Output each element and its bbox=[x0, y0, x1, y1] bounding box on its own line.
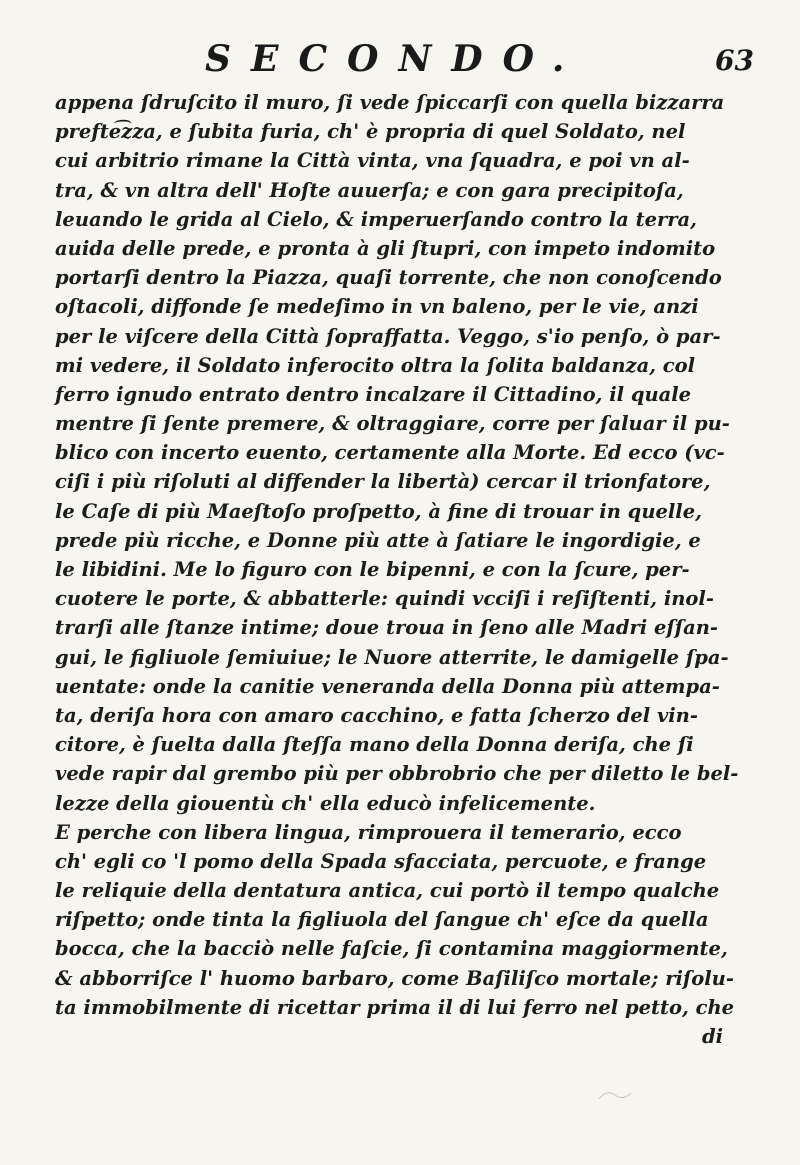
text-line: le libidini. Me lo figuro con le bipenni, e con la ſcure, per- bbox=[55, 558, 690, 581]
text-line: ta immobilmente di ricettar prima il di lui ferro nel petto, che bbox=[55, 995, 735, 1019]
text-line: di bbox=[701, 1025, 723, 1048]
text-line: ciſi i più riſoluti al diffender la libertà) cercar il trionfatore, bbox=[55, 470, 711, 494]
text-line: prefte͡zza, e ſubita furia, ch' è propria di quel Soldato, nel bbox=[55, 120, 686, 144]
text-line: uentate: onde la canitie veneranda della Donna più attempa- bbox=[55, 674, 720, 698]
text-line: per le viſcere della Città ſopraffatta. Veggo, s'io penſo, ò par- bbox=[55, 324, 721, 348]
text-line: ch' egli co 'l pomo della Spada sfacciata, percuote, e frange bbox=[55, 849, 707, 873]
text-line: blico con incerto euento, certamente alla Morte. Ed ecco (vc- bbox=[55, 441, 725, 465]
text-line: oſtacoli, diffonde ſe medeſimo in vn baleno, per le vie, anzi bbox=[55, 295, 699, 319]
page-header bbox=[0, 38, 800, 88]
text-line: leuando le grida al Cielo, & imperuerſando contro la terra, bbox=[55, 207, 697, 231]
text-line: appena ſdruſcito il muro, ſi vede ſpiccarſi con quella bizzarra bbox=[55, 91, 725, 114]
paper-speck-icon bbox=[595, 1085, 635, 1105]
text-line: vede rapir dal grembo più per obbrobrio che per diletto le bel- bbox=[55, 762, 739, 786]
running-head: SECONDO. bbox=[205, 38, 585, 80]
page-number: 63 bbox=[715, 44, 754, 77]
text-line: le Caſe di più Maeſtoſo proſpetto, à fine di trouar in quelle, bbox=[55, 499, 702, 523]
text-line: prede più ricche, e Donne più atte à ſatiare le ingordigie, e bbox=[55, 528, 701, 552]
text-line: auida delle prede, e pronta à gli ſtupri, con impeto indomito bbox=[55, 236, 716, 260]
text-line: gui, le figliuole ſemiuiue; le Nuore atterrite, le damigelle ſpa- bbox=[55, 645, 729, 669]
text-line: tra, & vn altra dell' Hoſte auuerſa; e con gara precipitoſa, bbox=[55, 178, 684, 202]
text-line: mi vedere, il Soldato inferocito oltra la ſolita baldanza, col bbox=[55, 353, 696, 377]
text-line: ta, deriſa hora con amaro cacchino, e fatta ſcherzo del vin- bbox=[55, 703, 698, 727]
text-line: riſpetto; onde tinta la figliuola del ſangue ch' eſce da quella bbox=[55, 908, 709, 932]
text-line: bocca, che la bacciò nelle faſcie, ſi contamina maggiormente, bbox=[55, 937, 728, 961]
text-line: E perche con libera lingua, rimprouera il temerario, ecco bbox=[55, 820, 682, 844]
text-line: cui arbitrio rimane la Città vinta, vna ſquadra, e poi vn al- bbox=[55, 149, 690, 173]
text-line: cuotere le porte, & abbatterle: quindi vcciſi i reſiſtenti, inol- bbox=[55, 587, 714, 611]
body-text bbox=[55, 88, 765, 1051]
text-line: le reliquie della dentatura antica, cui portò il tempo qualche bbox=[55, 879, 720, 903]
text-line: lezze della giouentù ch' ella educò infelicemente. bbox=[55, 791, 596, 815]
text-line: & abborriſce l' huomo barbaro, come Baſiliſco mortale; riſolu- bbox=[55, 966, 734, 990]
text-line: citore, è ſuelta dalla ſteſſa mano della Donna deriſa, che ſi bbox=[55, 733, 694, 757]
text-line: trarſi alle ſtanze intime; doue troua in ſeno alle Madri eſſan- bbox=[55, 616, 719, 640]
text-line: mentre ſi ſente premere, & oltraggiare, corre per ſaluar il pu- bbox=[55, 412, 730, 436]
text-line: ferro ignudo entrato dentro incalzare il Cittadino, il quale bbox=[55, 382, 692, 406]
text-line: portarſi dentro la Piazza, quaſi torrente, che non conoſcendo bbox=[55, 266, 722, 290]
